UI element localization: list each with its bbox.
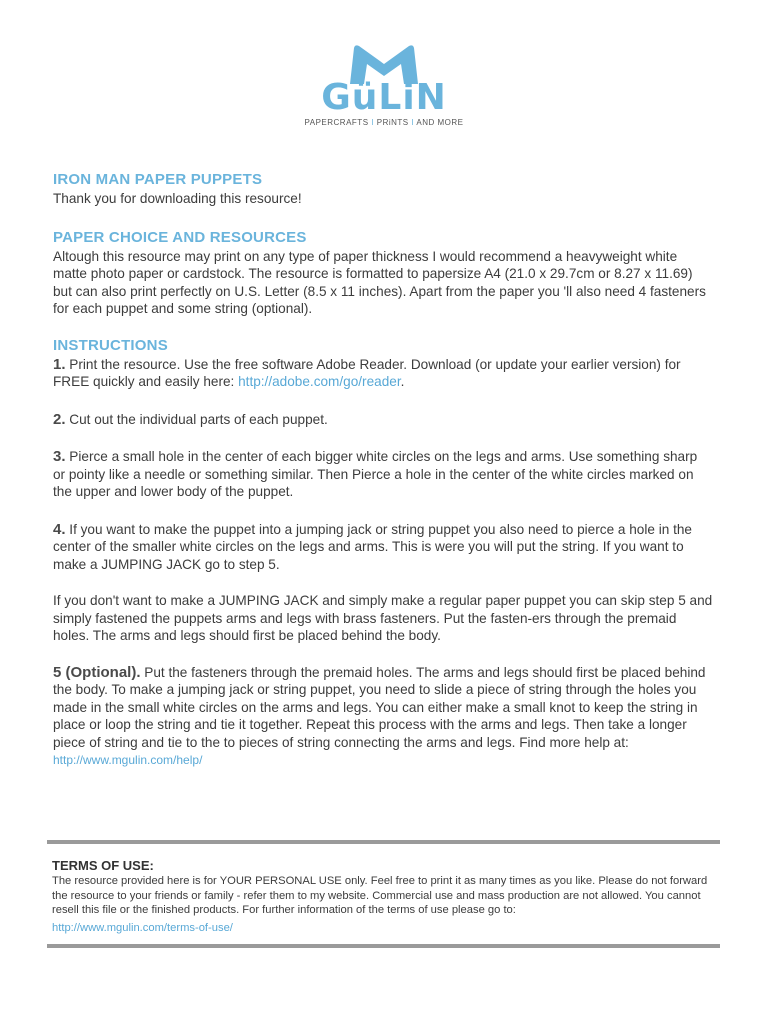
- terms-link[interactable]: http://www.mgulin.com/terms-of-use/: [52, 921, 233, 934]
- paper-text: Altough this resource may print on any type of paper thickness I would recommend a heavyweight white matte photo paper or cardstock. The resource is formatted to papersize A4 (21.0 x 29.7cm or 8.27 x 11.69) but can also print perfectly on U.S. Letter (8.5 x 11 inches). Apart from the paper you 'll also need 4 fasteners for each puppet and some string (optional).: [53, 248, 706, 316]
- tagline: [0, 118, 768, 127]
- step-1-end: .: [400, 374, 405, 389]
- help-link[interactable]: http://www.mgulin.com/help/: [53, 753, 203, 767]
- step-4: [53, 521, 713, 574]
- step-5: [53, 664, 713, 770]
- step-3-number: 3.: [53, 448, 66, 465]
- terms-heading: TERMS OF USE:: [52, 858, 154, 873]
- paper-heading: PAPER CHOICE AND RESOURCES: [53, 228, 307, 246]
- step-5-number: 5 (Optional).: [53, 663, 141, 681]
- brand-name: GüLiN: [321, 77, 447, 118]
- step-4-number: 4.: [53, 520, 66, 538]
- mgulin-logo: [0, 44, 768, 127]
- step-4-text: If you want to make the puppet into a jumping jack or string puppet you also need to pierce a hole in the center of the smaller white circles on the legs and arms. This is were you will put the string. If you want to make a JUMPING JACK go to step 5.: [53, 521, 692, 572]
- step-3-text: Pierce a small hole in the center of each bigger white circles on the legs and arms. Use something sharp or pointy like a needle or something similar. Then Pierce a hole in the center of the white circles marked on the upper and lower body of the puppet.: [53, 449, 698, 499]
- title-heading: IRON MAN PAPER PUPPETS: [53, 171, 263, 188]
- document-body: [53, 170, 713, 770]
- step-3: [53, 448, 713, 501]
- bottom-divider: [47, 944, 720, 948]
- tagline-separator-2: I: [411, 118, 415, 127]
- step-2-text: Cut out the individual parts of each puppet.: [65, 411, 328, 427]
- instructions-heading: INSTRUCTIONS: [53, 336, 168, 354]
- tagline-part-3: AND MORE: [416, 118, 464, 127]
- tagline-part-2: PRiNTS: [376, 118, 409, 127]
- terms-text: The resource provided here is for YOUR PERSONAL USE only. Feel free to print it as many times as you like. Please do not forward the resource to your friends or family - refer them to my website. Commercial use and mass production are not allowed. You cannot resell this file or the finished products. For further information of the terms of use please go to:: [52, 875, 708, 917]
- thank-you-text: Thank you for downloading this resource!: [53, 191, 302, 206]
- regular-puppet-note: If you don't want to make a JUMPING JACK and simply make a regular paper puppet you can skip step 5 and simply fastened the puppets arms and legs with brass fasteners. Put the fasten-ers through the premaid holes. The arms and legs should first be placed behind the body.: [53, 593, 713, 643]
- step-1: [53, 356, 713, 391]
- step-5-text: Put the fasteners through the premaid holes. The arms and legs should first be placed behind the body. To make a jumping jack or string puppet, you need to slide a piece of string through the holes you made in the small white circles on the arms and legs. You can either make a small knot to keep the string in place or loop the string and tie it together. Repeat this process with the arms and legs. Then take a longer piece of string and tie to the to pieces of string connecting the arms and legs. Find more help at:: [53, 664, 706, 750]
- tagline-separator-1: I: [371, 118, 374, 127]
- terms-of-use-box: [47, 840, 720, 948]
- adobe-reader-link[interactable]: http://adobe.com/go/reader: [238, 374, 401, 389]
- step-2-number: 2.: [53, 410, 66, 428]
- step-2: [53, 411, 713, 429]
- tagline-part-1: PAPERCRAFTS: [304, 118, 369, 127]
- step-1-text: Print the resource. Use the free software Adobe Reader. Download (or update your earlier version) for FREE quickly and easily here:: [53, 356, 681, 389]
- step-1-number: 1.: [53, 355, 66, 373]
